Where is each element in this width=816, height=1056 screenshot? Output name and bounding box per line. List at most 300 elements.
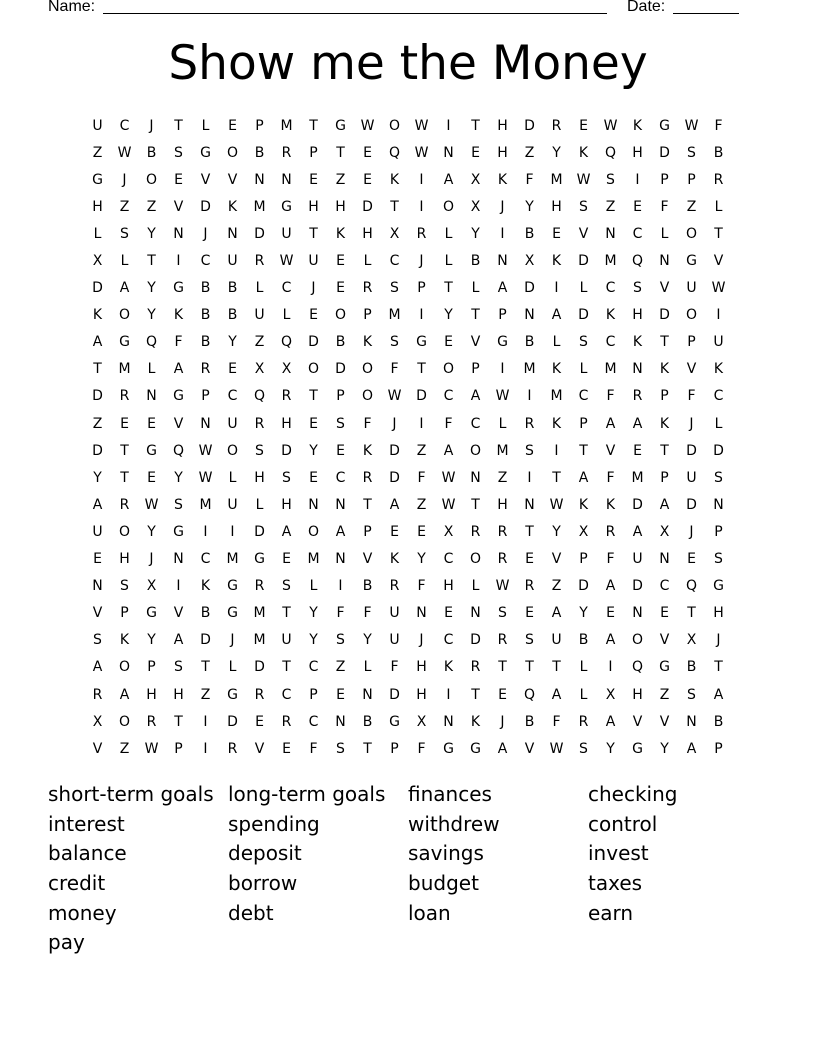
grid-letter: K bbox=[227, 198, 238, 215]
grid-letter: I bbox=[419, 198, 424, 215]
grid-letter: Z bbox=[416, 442, 427, 459]
grid-letter: U bbox=[632, 551, 643, 568]
grid-row bbox=[84, 410, 732, 437]
grid-letter: V bbox=[92, 605, 103, 622]
grid-letter: T bbox=[309, 117, 318, 134]
grid-letter: I bbox=[500, 225, 505, 242]
grid-letter: P bbox=[309, 144, 318, 161]
grid-letter: Y bbox=[309, 632, 318, 649]
grid-letter: O bbox=[469, 551, 482, 568]
grid-letter: C bbox=[713, 388, 724, 405]
grid-letter: B bbox=[524, 334, 535, 351]
grid-letter: I bbox=[203, 523, 208, 540]
grid-letter: A bbox=[605, 578, 616, 595]
grid-letter: U bbox=[389, 605, 400, 622]
grid-letter: V bbox=[632, 713, 643, 730]
grid-letter: S bbox=[714, 551, 723, 568]
grid-letter: T bbox=[660, 442, 669, 459]
grid-letter: K bbox=[470, 713, 481, 730]
grid-letter: E bbox=[525, 551, 534, 568]
grid-letter: E bbox=[174, 171, 183, 188]
grid-letter: E bbox=[633, 198, 642, 215]
grid-letter: R bbox=[470, 659, 481, 676]
grid-letter: C bbox=[308, 713, 319, 730]
grid-letter: U bbox=[227, 253, 238, 270]
grid-letter: V bbox=[578, 225, 589, 242]
grid-letter: J bbox=[149, 117, 154, 134]
grid-letter: V bbox=[470, 334, 481, 351]
grid-letter: T bbox=[363, 740, 372, 757]
grid-letter: P bbox=[687, 334, 696, 351]
grid-letter: H bbox=[362, 225, 373, 242]
grid-letter: D bbox=[632, 496, 643, 513]
grid-letter: C bbox=[578, 388, 589, 405]
grid-letter: C bbox=[200, 551, 211, 568]
grid-letter: G bbox=[92, 171, 103, 188]
grid-letter: F bbox=[417, 740, 426, 757]
grid-letter: S bbox=[579, 334, 588, 351]
grid-letter: R bbox=[524, 578, 535, 595]
grid-row bbox=[84, 654, 732, 681]
grid-letter: Q bbox=[685, 578, 698, 595]
grid-letter: E bbox=[363, 171, 372, 188]
grid-letter: W bbox=[414, 144, 429, 161]
grid-letter: L bbox=[579, 686, 588, 703]
grid-letter: B bbox=[362, 578, 373, 595]
word-list-item: control bbox=[588, 811, 658, 836]
grid-letter: R bbox=[200, 361, 211, 378]
grid-letter: L bbox=[363, 253, 372, 270]
grid-letter: N bbox=[146, 388, 157, 405]
word-list-item: savings bbox=[408, 841, 484, 866]
grid-row bbox=[84, 681, 732, 708]
grid-letter: T bbox=[120, 469, 129, 486]
grid-letter: R bbox=[119, 388, 130, 405]
grid-letter: Z bbox=[686, 198, 697, 215]
grid-letter: O bbox=[442, 198, 455, 215]
grid-letter: A bbox=[686, 740, 697, 757]
grid-letter: T bbox=[201, 659, 210, 676]
grid-letter: G bbox=[254, 551, 265, 568]
grid-letter: I bbox=[230, 523, 235, 540]
grid-row bbox=[84, 627, 732, 654]
grid-letter: N bbox=[605, 225, 616, 242]
grid-letter: T bbox=[579, 442, 588, 459]
grid-letter: S bbox=[714, 469, 723, 486]
grid-letter: O bbox=[361, 388, 374, 405]
grid-letter: P bbox=[390, 740, 399, 757]
grid-letter: F bbox=[552, 713, 561, 730]
grid-letter: K bbox=[605, 496, 616, 513]
grid-letter: M bbox=[253, 198, 266, 215]
grid-letter: L bbox=[147, 361, 156, 378]
grid-letter: A bbox=[497, 740, 508, 757]
grid-letter: W bbox=[495, 388, 510, 405]
grid-letter: M bbox=[253, 632, 266, 649]
grid-letter: N bbox=[173, 225, 184, 242]
grid-row bbox=[84, 275, 732, 302]
grid-letter: D bbox=[227, 713, 238, 730]
word-list-item: borrow bbox=[228, 871, 298, 896]
grid-letter: A bbox=[443, 442, 454, 459]
grid-letter: Y bbox=[552, 523, 561, 540]
grid-letter: U bbox=[227, 415, 238, 432]
grid-letter: V bbox=[686, 361, 697, 378]
date-blank-line bbox=[673, 13, 739, 14]
word-list-item: debt bbox=[228, 900, 274, 925]
grid-letter: T bbox=[336, 144, 345, 161]
grid-letter: T bbox=[471, 496, 480, 513]
grid-letter: G bbox=[227, 605, 238, 622]
grid-letter: E bbox=[309, 469, 318, 486]
grid-letter: C bbox=[443, 388, 454, 405]
grid-letter: M bbox=[550, 388, 563, 405]
grid-letter: C bbox=[389, 253, 400, 270]
grid-row bbox=[84, 302, 732, 329]
grid-letter: T bbox=[282, 605, 291, 622]
grid-letter: N bbox=[173, 551, 184, 568]
grid-letter: U bbox=[281, 632, 292, 649]
word-list-item: earn bbox=[588, 900, 634, 925]
word-list bbox=[48, 780, 768, 958]
grid-letter: R bbox=[470, 523, 481, 540]
grid-letter: Z bbox=[416, 496, 427, 513]
grid-letter: R bbox=[605, 523, 616, 540]
grid-letter: D bbox=[92, 442, 103, 459]
grid-letter: H bbox=[119, 551, 130, 568]
grid-letter: T bbox=[390, 198, 399, 215]
grid-letter: L bbox=[309, 578, 318, 595]
grid-letter: G bbox=[146, 605, 157, 622]
grid-letter: I bbox=[554, 280, 559, 297]
grid-letter: E bbox=[687, 551, 696, 568]
grid-letter: S bbox=[390, 334, 399, 351]
grid-letter: G bbox=[497, 334, 508, 351]
grid-letter: M bbox=[523, 361, 536, 378]
grid-letter: N bbox=[713, 496, 724, 513]
grid-letter: O bbox=[307, 523, 320, 540]
grid-letter: F bbox=[363, 605, 372, 622]
grid-letter: B bbox=[713, 144, 724, 161]
grid-letter: N bbox=[362, 686, 373, 703]
grid-letter: S bbox=[255, 442, 264, 459]
grid-letter: Q bbox=[631, 253, 644, 270]
grid-letter: I bbox=[419, 171, 424, 188]
grid-letter: T bbox=[363, 496, 372, 513]
word-list-item: short-term goals bbox=[48, 782, 214, 806]
grid-letter: P bbox=[255, 117, 264, 134]
grid-letter: R bbox=[254, 578, 265, 595]
grid-letter: L bbox=[93, 225, 102, 242]
grid-letter: T bbox=[309, 225, 318, 242]
grid-letter: L bbox=[282, 307, 291, 324]
grid-letter: X bbox=[92, 713, 103, 730]
grid-letter: B bbox=[686, 659, 697, 676]
grid-letter: N bbox=[92, 578, 103, 595]
grid-letter: F bbox=[606, 469, 615, 486]
grid-letter: S bbox=[579, 740, 588, 757]
grid-letter: A bbox=[605, 415, 616, 432]
grid-letter: F bbox=[606, 388, 615, 405]
grid-letter: N bbox=[443, 713, 454, 730]
grid-letter: E bbox=[147, 469, 156, 486]
grid-letter: G bbox=[173, 388, 184, 405]
word-list-item: finances bbox=[408, 782, 492, 806]
grid-letter: R bbox=[497, 551, 508, 568]
grid-letter: S bbox=[120, 225, 129, 242]
grid-letter: O bbox=[334, 307, 347, 324]
grid-letter: X bbox=[146, 578, 157, 595]
grid-letter: J bbox=[230, 632, 235, 649]
grid-letter: G bbox=[227, 686, 238, 703]
grid-letter: J bbox=[500, 198, 505, 215]
grid-letter: E bbox=[282, 551, 291, 568]
grid-letter: G bbox=[470, 740, 481, 757]
grid-letter: Q bbox=[253, 388, 266, 405]
grid-letter: P bbox=[498, 307, 507, 324]
grid-letter: V bbox=[254, 740, 265, 757]
grid-letter: O bbox=[442, 361, 455, 378]
grid-letter: L bbox=[660, 225, 669, 242]
grid-letter: I bbox=[446, 686, 451, 703]
grid-letter: D bbox=[524, 280, 535, 297]
grid-letter: L bbox=[363, 659, 372, 676]
grid-letter: L bbox=[228, 469, 237, 486]
grid-letter: S bbox=[525, 632, 534, 649]
grid-letter: P bbox=[660, 388, 669, 405]
grid-letter: I bbox=[608, 659, 613, 676]
word-list-item: spending bbox=[228, 811, 320, 836]
grid-letter: U bbox=[281, 225, 292, 242]
grid-letter: P bbox=[714, 523, 723, 540]
grid-letter: G bbox=[119, 334, 130, 351]
grid-letter: Y bbox=[417, 551, 426, 568]
grid-letter: W bbox=[603, 117, 618, 134]
grid-letter: D bbox=[470, 632, 481, 649]
grid-letter: F bbox=[390, 659, 399, 676]
grid-letter: G bbox=[227, 578, 238, 595]
grid-letter: U bbox=[713, 334, 724, 351]
grid-letter: Y bbox=[147, 280, 156, 297]
grid-letter: P bbox=[687, 171, 696, 188]
grid-letter: Y bbox=[579, 605, 588, 622]
grid-letter: M bbox=[550, 171, 563, 188]
grid-letter: T bbox=[444, 280, 453, 297]
grid-letter: X bbox=[578, 523, 589, 540]
word-list-item: invest bbox=[588, 841, 649, 866]
grid-letter: K bbox=[632, 334, 643, 351]
grid-letter: F bbox=[444, 415, 453, 432]
grid-letter: A bbox=[173, 361, 184, 378]
grid-letter: Y bbox=[147, 632, 156, 649]
grid-letter: P bbox=[579, 415, 588, 432]
grid-letter: O bbox=[118, 523, 131, 540]
grid-letter: C bbox=[443, 551, 454, 568]
grid-letter: C bbox=[227, 388, 238, 405]
grid-row bbox=[84, 600, 732, 627]
grid-letter: K bbox=[551, 253, 562, 270]
grid-letter: A bbox=[713, 686, 724, 703]
grid-letter: I bbox=[203, 713, 208, 730]
word-list-item: credit bbox=[48, 871, 106, 896]
word-list-item: interest bbox=[48, 811, 125, 836]
grid-letter: R bbox=[254, 686, 265, 703]
grid-letter: K bbox=[389, 551, 400, 568]
grid-letter: Z bbox=[551, 578, 562, 595]
grid-letter: H bbox=[281, 415, 292, 432]
grid-letter: K bbox=[659, 415, 670, 432]
grid-letter: O bbox=[118, 713, 131, 730]
grid-letter: Y bbox=[147, 523, 156, 540]
grid-letter: E bbox=[309, 415, 318, 432]
word-list-item: withdrew bbox=[408, 811, 500, 836]
grid-letter: B bbox=[335, 334, 346, 351]
grid-letter: I bbox=[716, 307, 721, 324]
grid-letter: T bbox=[525, 659, 534, 676]
grid-letter: D bbox=[713, 442, 724, 459]
grid-letter: I bbox=[203, 740, 208, 757]
grid-letter: I bbox=[419, 415, 424, 432]
grid-letter: J bbox=[500, 713, 505, 730]
word-list-item: taxes bbox=[588, 871, 643, 896]
grid-letter: E bbox=[255, 713, 264, 730]
grid-letter: I bbox=[554, 442, 559, 459]
grid-letter: X bbox=[389, 225, 400, 242]
grid-letter: B bbox=[146, 144, 157, 161]
grid-letter: N bbox=[470, 469, 481, 486]
grid-letter: G bbox=[632, 740, 643, 757]
grid-letter: V bbox=[524, 740, 535, 757]
grid-letter: R bbox=[254, 253, 265, 270]
grid-letter: W bbox=[441, 496, 456, 513]
grid-letter: R bbox=[362, 469, 373, 486]
grid-letter: Y bbox=[147, 307, 156, 324]
grid-letter: U bbox=[686, 280, 697, 297]
grid-letter: W bbox=[495, 578, 510, 595]
grid-letter: J bbox=[149, 551, 154, 568]
grid-letter: E bbox=[336, 280, 345, 297]
grid-letter: T bbox=[471, 117, 480, 134]
grid-letter: Q bbox=[172, 442, 185, 459]
grid-letter: X bbox=[659, 523, 670, 540]
grid-letter: Y bbox=[363, 632, 372, 649]
grid-letter: C bbox=[281, 686, 292, 703]
grid-letter: S bbox=[282, 578, 291, 595]
grid-letter: T bbox=[552, 659, 561, 676]
grid-letter: D bbox=[389, 442, 400, 459]
grid-letter: O bbox=[388, 117, 401, 134]
grid-letter: X bbox=[281, 361, 292, 378]
grid-letter: T bbox=[174, 117, 183, 134]
grid-letter: N bbox=[632, 605, 643, 622]
grid-letter: S bbox=[336, 415, 345, 432]
grid-letter: G bbox=[173, 280, 184, 297]
grid-row bbox=[84, 112, 732, 139]
grid-letter: V bbox=[173, 198, 184, 215]
grid-letter: D bbox=[362, 198, 373, 215]
grid-letter: G bbox=[173, 523, 184, 540]
grid-letter: N bbox=[524, 496, 535, 513]
grid-letter: W bbox=[549, 740, 564, 757]
grid-letter: X bbox=[470, 171, 481, 188]
grid-letter: X bbox=[92, 253, 103, 270]
grid-letter: D bbox=[200, 198, 211, 215]
grid-letter: B bbox=[200, 334, 211, 351]
grid-letter: N bbox=[254, 171, 265, 188]
grid-letter: H bbox=[497, 117, 508, 134]
grid-letter: V bbox=[659, 632, 670, 649]
grid-letter: A bbox=[497, 280, 508, 297]
grid-letter: E bbox=[417, 523, 426, 540]
grid-letter: D bbox=[659, 144, 670, 161]
grid-letter: D bbox=[686, 496, 697, 513]
grid-letter: E bbox=[228, 361, 237, 378]
grid-letter: D bbox=[578, 307, 589, 324]
grid-letter: Q bbox=[523, 686, 536, 703]
grid-letter: B bbox=[227, 307, 238, 324]
grid-letter: H bbox=[416, 686, 427, 703]
grid-letter: J bbox=[716, 632, 721, 649]
grid-letter: R bbox=[281, 388, 292, 405]
grid-letter: T bbox=[93, 361, 102, 378]
grid-letter: E bbox=[471, 144, 480, 161]
grid-letter: F bbox=[417, 578, 426, 595]
grid-letter: J bbox=[311, 280, 316, 297]
word-list-item: checking bbox=[588, 782, 678, 806]
grid-letter: C bbox=[335, 469, 346, 486]
grid-letter: H bbox=[416, 659, 427, 676]
grid-letter: G bbox=[389, 713, 400, 730]
grid-letter: C bbox=[308, 659, 319, 676]
grid-letter: U bbox=[551, 632, 562, 649]
grid-letter: L bbox=[714, 415, 723, 432]
grid-letter: I bbox=[176, 578, 181, 595]
grid-letter: L bbox=[579, 361, 588, 378]
grid-letter: U bbox=[686, 469, 697, 486]
name-blank-line bbox=[103, 13, 607, 14]
grid-letter: S bbox=[336, 740, 345, 757]
grid-letter: J bbox=[203, 225, 208, 242]
grid-letter: Z bbox=[119, 198, 130, 215]
grid-letter: Z bbox=[119, 740, 130, 757]
grid-letter: R bbox=[281, 144, 292, 161]
grid-row bbox=[84, 491, 732, 518]
grid-letter: H bbox=[92, 198, 103, 215]
grid-letter: A bbox=[281, 523, 292, 540]
grid-letter: H bbox=[713, 605, 724, 622]
grid-letter: R bbox=[119, 496, 130, 513]
grid-letter: T bbox=[417, 361, 426, 378]
grid-letter: E bbox=[633, 442, 642, 459]
grid-letter: S bbox=[174, 144, 183, 161]
grid-letter: N bbox=[443, 144, 454, 161]
grid-letter: K bbox=[200, 578, 211, 595]
grid-letter: S bbox=[390, 280, 399, 297]
grid-letter: L bbox=[444, 253, 453, 270]
grid-letter: N bbox=[632, 361, 643, 378]
grid-letter: N bbox=[497, 253, 508, 270]
grid-letter: H bbox=[497, 496, 508, 513]
grid-letter: H bbox=[551, 198, 562, 215]
grid-letter: J bbox=[419, 253, 424, 270]
grid-letter: N bbox=[659, 253, 670, 270]
grid-letter: Z bbox=[659, 686, 670, 703]
grid-row bbox=[84, 329, 732, 356]
grid-letter: E bbox=[147, 415, 156, 432]
grid-letter: S bbox=[174, 496, 183, 513]
grid-letter: O bbox=[307, 361, 320, 378]
grid-letter: V bbox=[227, 171, 238, 188]
